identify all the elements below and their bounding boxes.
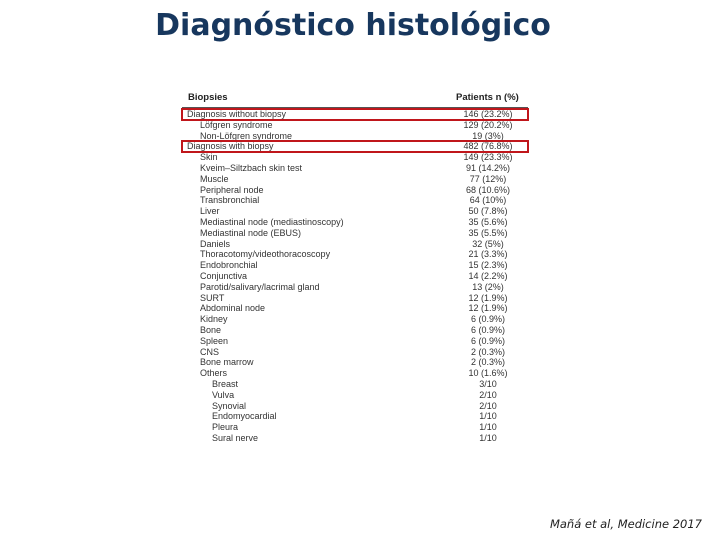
row-label: Peripheral node [200,184,264,195]
table-row [182,347,528,358]
table-row [182,282,528,293]
row-label: Thoracotomy/videothoracoscopy [200,249,331,260]
table-row [182,249,528,260]
table-row [182,303,528,314]
row-value: 12 (1.9%) [468,292,508,303]
row-label: Vulva [212,389,235,400]
row-value: 6 (0.9%) [470,335,505,346]
row-label: Spleen [200,335,229,346]
row-label: Daniels [200,238,231,249]
table-row [182,293,528,304]
table-row [182,401,528,412]
row-value: 1/10 [479,411,497,422]
row-value: 35 (5.6%) [468,216,508,227]
row-value: 21 (3.3%) [468,249,508,260]
table-row [182,357,528,368]
row-label: Abdominal node [200,303,266,314]
table-row [182,260,528,271]
table-row [182,206,528,217]
table-row [182,271,528,282]
row-label: Bone [200,324,222,335]
row-label: Bone marrow [200,357,254,368]
row-label: Conjunctiva [200,270,248,281]
row-value: 3/10 [479,378,497,389]
row-label: Skin [200,152,218,163]
slide-title: Diagnóstico histológico [155,8,551,43]
row-value: 77 (12%) [469,173,507,184]
column-header-biopsies: Biopsies [188,92,228,103]
table-row [182,422,528,433]
row-label: Muscle [200,173,229,184]
row-value: 129 (20.2%) [463,119,513,130]
row-label: Non-Löfgren syndrome [200,130,293,141]
table-body [182,109,528,444]
row-value: 15 (2.3%) [468,260,508,271]
row-label: Mediastinal node (EBUS) [200,227,302,238]
table-row [182,411,528,422]
row-value: 146 (23.2%) [463,109,513,119]
row-value: 32 (5%) [472,238,504,249]
row-value: 2 (0.3%) [470,346,505,357]
table-row [182,152,528,163]
table-row [182,239,528,250]
row-label: Endobronchial [200,260,258,271]
row-label: Breast [212,378,239,389]
row-label: Transbronchial [200,195,260,206]
row-label: Liver [200,206,220,217]
table-row [182,368,528,379]
row-label: Diagnosis without biopsy [187,109,287,119]
table-row [182,314,528,325]
row-value: 14 (2.2%) [468,270,508,281]
table-row [182,217,528,228]
source-citation: Mañá et al, Medicine 2017 [549,517,702,531]
row-label: Kidney [200,314,228,325]
table-row [182,228,528,239]
table-row [182,379,528,390]
table-row [182,163,528,174]
table-row [182,174,528,185]
row-label: Löfgren syndrome [200,119,273,130]
row-value: 13 (2%) [472,281,504,292]
table-row [182,109,528,120]
row-value: 1/10 [479,432,497,443]
row-value: 2/10 [479,400,497,411]
row-value: 2/10 [479,389,497,400]
table-row [182,325,528,336]
table-row [182,185,528,196]
column-header-patients: Patients n (%) [456,92,519,103]
row-label: Others [200,368,228,379]
row-value: 19 (3%) [472,130,504,141]
row-value: 149 (23.3%) [463,152,513,163]
table-row [182,390,528,401]
row-label: Diagnosis with biopsy [187,141,274,152]
header-divider [182,107,528,108]
row-label: Synovial [212,400,247,411]
row-label: SURT [200,292,225,303]
table-row [182,195,528,206]
row-label: CNS [200,346,220,357]
table-row [182,433,528,444]
table-row [182,141,528,152]
row-label: Sural nerve [212,432,259,443]
biopsy-table [182,90,528,512]
row-value: 91 (14.2%) [465,162,511,173]
row-value: 6 (0.9%) [470,314,505,325]
row-value: 35 (5.5%) [468,227,508,238]
table-row [182,336,528,347]
table-row [182,120,528,131]
row-value: 64 (10%) [469,195,507,206]
table-header [182,90,528,106]
table-row [182,131,528,142]
row-value: 10 (1.6%) [468,368,508,379]
row-value: 2 (0.3%) [470,357,505,368]
row-value: 68 (10.6%) [465,184,511,195]
row-value: 6 (0.9%) [470,324,505,335]
row-value: 12 (1.9%) [468,303,508,314]
row-label: Kveim–Siltzbach skin test [200,162,303,173]
row-label: Endomyocardial [212,411,277,422]
row-value: 1/10 [479,422,497,433]
row-label: Parotid/salivary/lacrimal gland [200,281,320,292]
row-value: 50 (7.8%) [468,206,508,217]
row-label: Mediastinal node (mediastinoscopy) [200,216,344,227]
row-label: Pleura [212,422,239,433]
row-value: 482 (76.8%) [463,141,513,152]
